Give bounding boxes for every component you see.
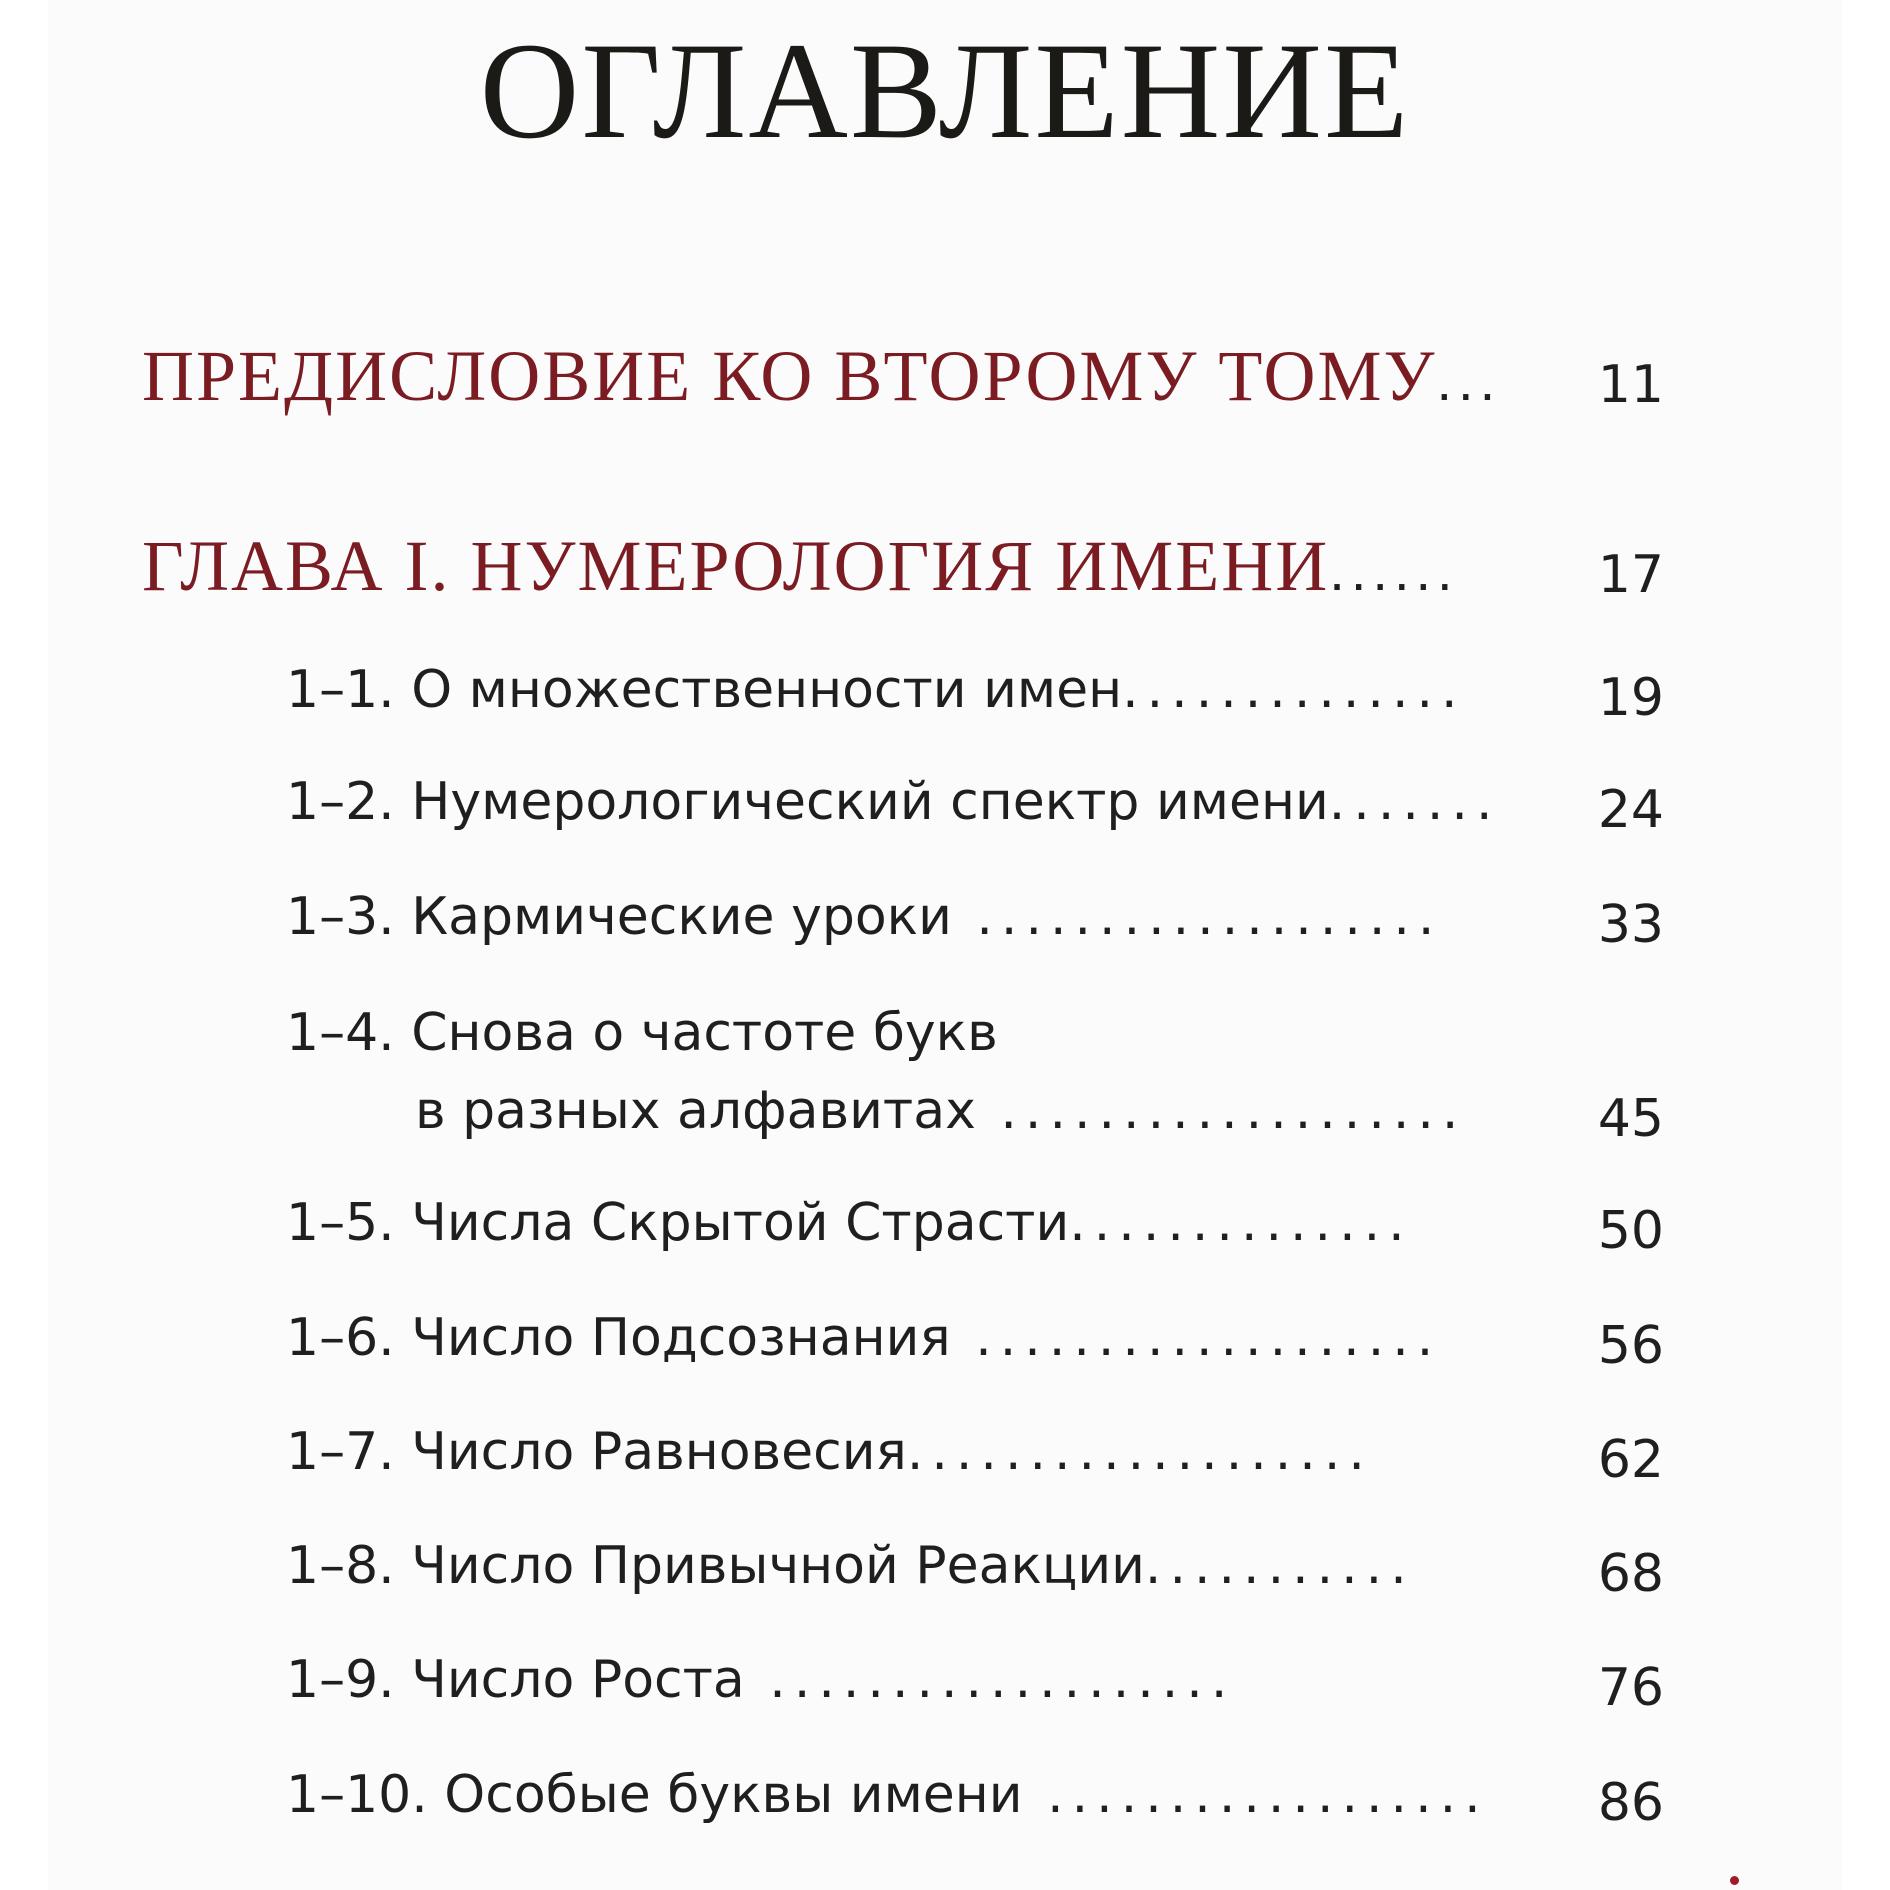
entry-page-number: 62	[1597, 1430, 1664, 1490]
entry-label: 1–9. Число Роста	[286, 1650, 745, 1710]
entry-page-number: 76	[1597, 1658, 1664, 1718]
entry-label: 1–3. Кармические уроки	[286, 887, 952, 947]
chapter-label: ГЛАВА I. НУМЕРОЛОГИЯ ИМЕНИ	[142, 526, 1330, 606]
entry-label: 1–5. Числа Скрытой Страсти	[286, 1193, 1070, 1253]
entry-label: 1–1. О множественности имен	[286, 660, 1123, 720]
dot-leader: ...................	[950, 1308, 1442, 1368]
toc-entry-1-1[interactable]	[286, 660, 1466, 720]
dot-leader: ...................	[744, 1650, 1236, 1710]
dot-leader: ...	[1436, 349, 1502, 412]
dot-leader: ...........	[1144, 1536, 1415, 1596]
toc-chapter-preface[interactable]	[142, 335, 1501, 418]
toc-page	[48, 0, 1842, 1890]
entry-page-number: 86	[1597, 1773, 1664, 1833]
dot-leader: ...................	[951, 887, 1443, 947]
entry-page-number: 33	[1597, 895, 1664, 955]
dot-leader: ...................	[906, 1422, 1373, 1482]
toc-entry-1-6[interactable]	[286, 1308, 1441, 1368]
toc-entry-1-9[interactable]	[286, 1650, 1235, 1710]
entry-label: 1–10. Особые буквы имени	[286, 1765, 1023, 1825]
dot-leader: ..............	[1122, 660, 1466, 720]
toc-entry-1-4-continued[interactable]	[415, 1081, 1466, 1141]
dot-leader: ...................	[975, 1081, 1467, 1141]
entry-page-number: 24	[1597, 780, 1664, 840]
entry-page-number: 68	[1597, 1544, 1664, 1604]
chapter-page-number: 17	[1597, 545, 1664, 605]
toc-entry-1-5[interactable]	[286, 1193, 1413, 1253]
toc-entry-1-2[interactable]	[286, 772, 1501, 832]
toc-entry-1-7[interactable]	[286, 1422, 1373, 1482]
dot-leader: ......	[1329, 539, 1459, 602]
entry-label: 1–7. Число Равновесия	[286, 1422, 907, 1482]
entry-page-number: 45	[1597, 1089, 1664, 1149]
toc-chapter-1[interactable]	[142, 525, 1459, 608]
toc-entry-1-8[interactable]	[286, 1536, 1415, 1596]
entry-page-number: 56	[1597, 1316, 1664, 1376]
chapter-label: ПРЕДИСЛОВИЕ КО ВТОРОМУ ТОМУ	[142, 336, 1437, 416]
toc-entry-1-4[interactable]	[286, 1003, 998, 1063]
chapter-page-number: 11	[1597, 355, 1664, 415]
page-title: ОГЛАВЛЕНИЕ	[479, 14, 1411, 167]
entry-label: 1–6. Число Подсознания	[286, 1308, 951, 1368]
toc-entry-1-10[interactable]	[286, 1765, 1489, 1825]
entry-page-number: 19	[1597, 668, 1664, 728]
entry-label: 1–4. Снова о частоте букв	[286, 1003, 998, 1063]
entry-label: 1–8. Число Привычной Реакции	[286, 1536, 1145, 1596]
decorative-dot-icon	[1730, 1876, 1739, 1885]
toc-entry-1-3[interactable]	[286, 887, 1442, 947]
entry-page-number: 50	[1597, 1201, 1664, 1261]
entry-label: 1–2. Нумерологический спектр имени	[286, 772, 1329, 832]
entry-label-continued: в разных алфавитах	[415, 1081, 976, 1141]
dot-leader: .......	[1328, 772, 1501, 832]
dot-leader: ..............	[1069, 1193, 1413, 1253]
dot-leader: ..................	[1022, 1765, 1489, 1825]
